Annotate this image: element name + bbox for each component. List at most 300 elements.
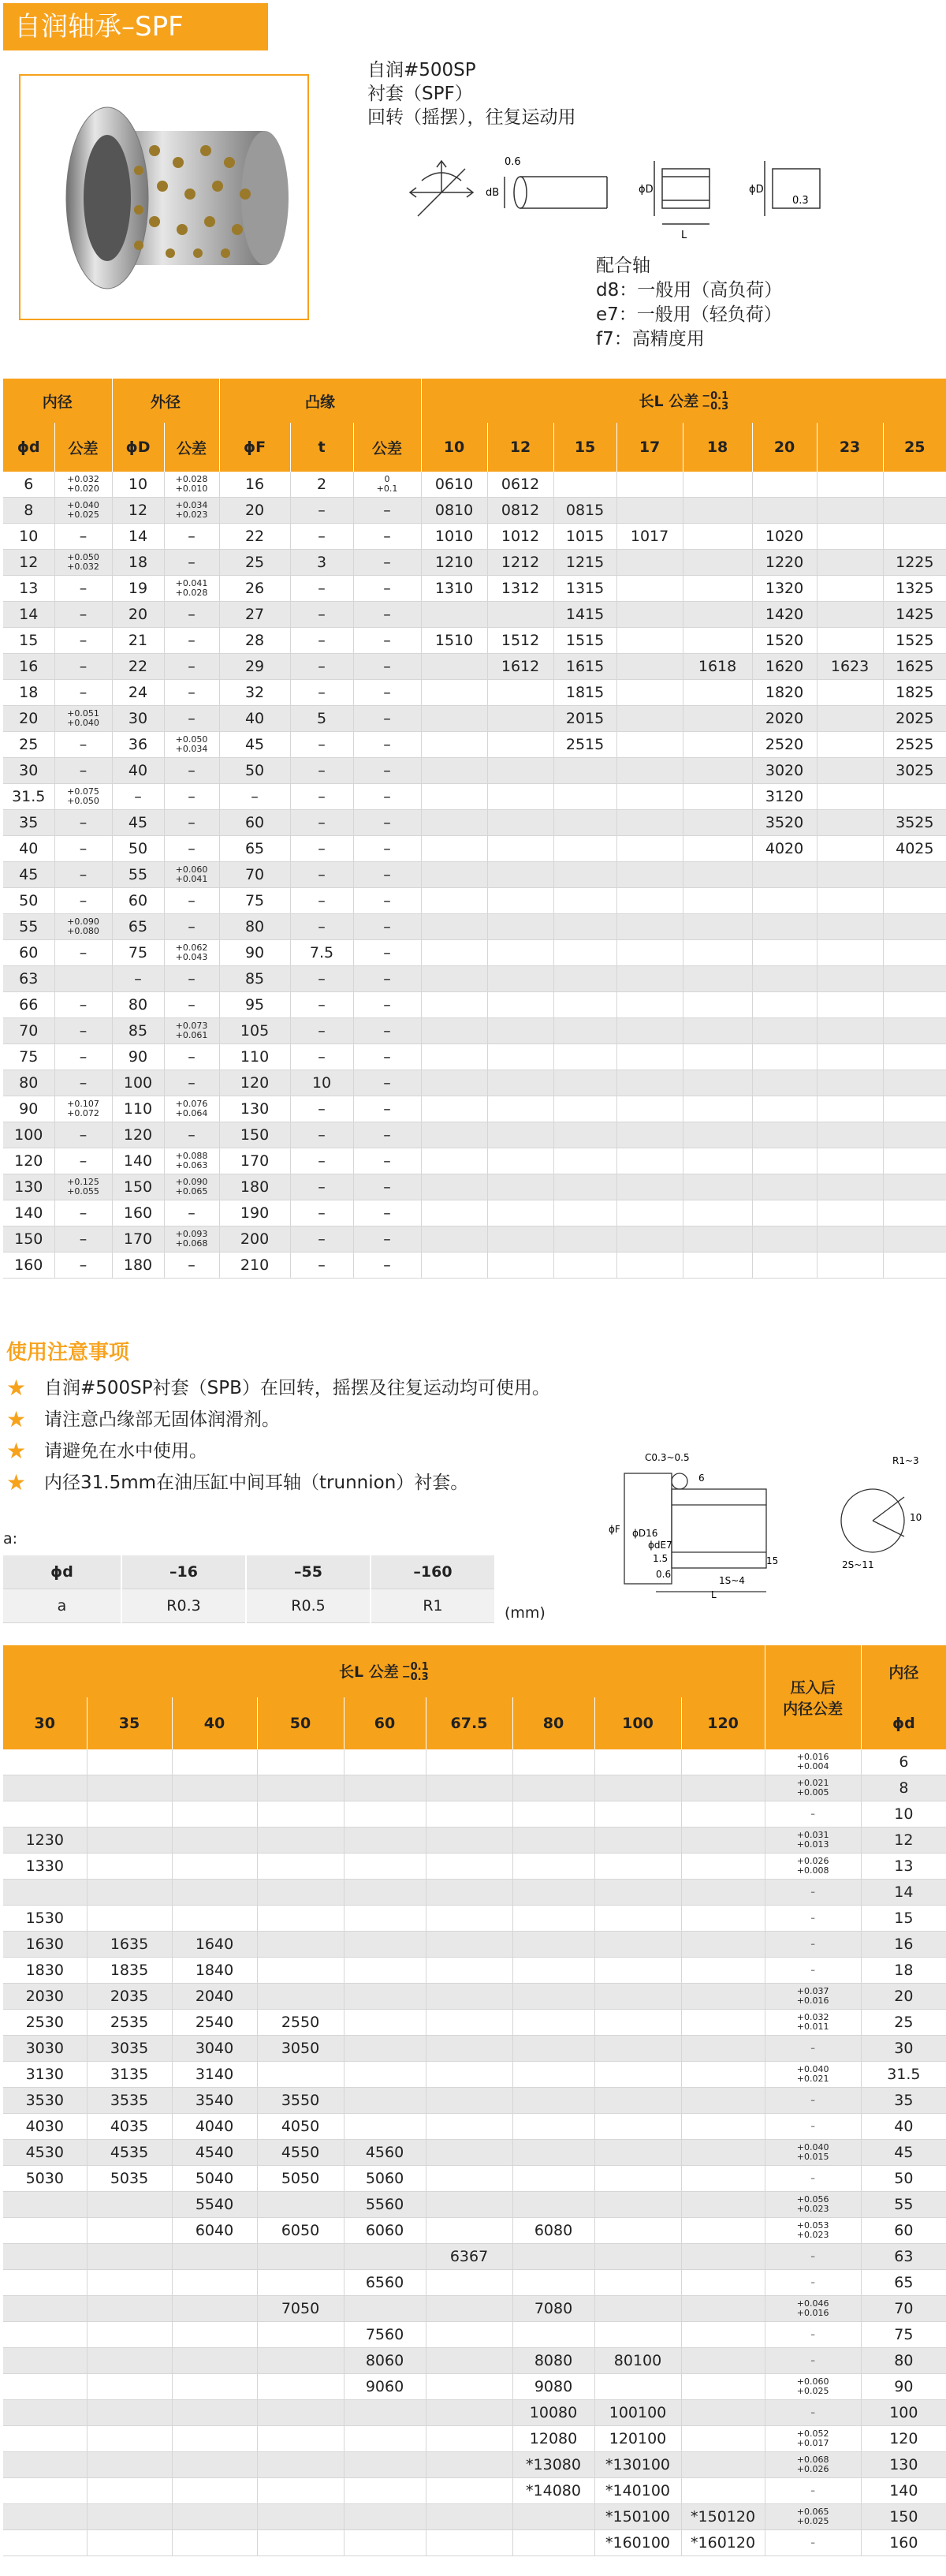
cell-value: 4560: [365, 2144, 404, 2161]
table2-cell: [257, 2348, 344, 2374]
cell-value: 4035: [110, 2118, 149, 2135]
cell-value: 3120: [765, 788, 804, 805]
table2-cell: [172, 2166, 257, 2192]
press-fit-tolerance: +0.040 +0.021: [796, 2064, 829, 2084]
table2-row: [3, 1984, 946, 2010]
cell-value: 1312: [501, 580, 540, 597]
table1-cell: [112, 576, 164, 602]
table2-cell: [3, 2010, 87, 2036]
table1-cell: [616, 1018, 683, 1044]
table1-cell: [883, 758, 946, 784]
cell-value: 4535: [110, 2144, 149, 2161]
table2-cell: [426, 2166, 512, 2192]
dim-phi-d-2: ϕD: [749, 184, 764, 196]
table1-cell: [3, 914, 54, 940]
table1-cell: [353, 862, 421, 888]
table2-row: [3, 2166, 946, 2192]
cell-value: 100: [14, 1126, 43, 1144]
table1-cell: [683, 888, 752, 914]
table1-cell: [353, 992, 421, 1018]
cell-value: 120: [123, 1126, 153, 1144]
cell-value: 14: [19, 606, 39, 623]
table2-cell: [512, 2244, 594, 2270]
cell-value: 50: [244, 762, 265, 779]
cell-value: 1520: [765, 632, 804, 649]
table1-cell: [290, 862, 353, 888]
table1-cell: [883, 940, 946, 966]
table2-cell: [426, 2296, 512, 2322]
table1-row: [3, 654, 946, 680]
table1-cell: [817, 680, 883, 706]
cell-value: 1325: [896, 580, 934, 597]
table1-cell: [616, 1148, 683, 1174]
cell-value: 190: [240, 1204, 270, 1222]
table2-cell: [765, 2530, 861, 2556]
table2-cell: [594, 1749, 681, 1775]
dim-1s-4: 1S~4: [719, 1575, 745, 1586]
table1-cell: [353, 1226, 421, 1253]
table1-cell: [752, 992, 817, 1018]
table1-cell: [353, 498, 421, 524]
table2-cell: [257, 2400, 344, 2426]
table2-cell: [594, 2114, 681, 2140]
tolerance-value: +0.073 +0.061: [175, 1021, 208, 1040]
table2-cell: [861, 2270, 946, 2296]
table2-cell: [87, 2530, 172, 2556]
table1-cell: [164, 1044, 219, 1070]
table1-cell: [164, 888, 219, 914]
table1-cell: [3, 992, 54, 1018]
table2-cell: [765, 1775, 861, 1801]
table1-cell: [752, 966, 817, 992]
press-fit-tolerance: –: [810, 2537, 815, 2548]
cell-value: –: [79, 528, 88, 545]
cell-value: –: [383, 736, 391, 753]
table1-cell: [219, 966, 290, 992]
cell-value: 3520: [765, 814, 804, 831]
table2-cell: [765, 2426, 861, 2452]
table2-cell: [344, 2400, 426, 2426]
table1-cell: [487, 602, 553, 628]
a-table-header: –16: [121, 1555, 246, 1589]
cell-value: 10: [894, 1805, 914, 1823]
table1-cell: [883, 602, 946, 628]
cell-value: 55: [128, 866, 148, 883]
a-table-cell: R1: [371, 1589, 495, 1623]
table2-cell: [861, 2010, 946, 2036]
cell-value: 31.5: [12, 788, 46, 805]
table2-cell: [861, 1827, 946, 1854]
cell-value: –: [79, 1256, 88, 1274]
table2-cell: [512, 2088, 594, 2114]
table1-cell: [616, 550, 683, 576]
table2-cell: [681, 2062, 765, 2088]
cell-value: 21: [128, 632, 148, 649]
table2-cell: [765, 1958, 861, 1984]
table1-cell: [616, 524, 683, 550]
cell-value: –: [383, 892, 391, 909]
dim-15: 15: [766, 1555, 779, 1566]
table2-cell: [87, 2426, 172, 2452]
table2-cell: [3, 2244, 87, 2270]
table2-cell: [3, 2322, 87, 2348]
table1-cell: [752, 1070, 817, 1096]
header-length-2-label: 长L 公差: [338, 1663, 399, 1681]
table2-cell: [861, 2166, 946, 2192]
table2-cell: [861, 1984, 946, 2010]
a-table-header: ϕd: [3, 1555, 121, 1589]
press-fit-tolerance: +0.052 +0.017: [796, 2429, 829, 2448]
table1-cell: [219, 992, 290, 1018]
cell-value: –: [318, 814, 326, 831]
table1-cell: [616, 940, 683, 966]
table1-cell: [219, 498, 290, 524]
table1-cell: [112, 628, 164, 654]
cell-value: –: [79, 1152, 88, 1170]
table1-cell: [54, 1122, 112, 1148]
table2-cell: [512, 2478, 594, 2504]
table1-cell: [3, 1200, 54, 1226]
table1-col-header: 20: [752, 423, 817, 472]
table1-cell: [3, 1070, 54, 1096]
table1-cell: [883, 1174, 946, 1200]
table1-cell: [290, 628, 353, 654]
press-fit-tolerance: +0.053 +0.023: [796, 2220, 829, 2240]
table2-cell: [257, 1984, 344, 2010]
cell-value: 85: [244, 970, 265, 987]
table2-cell: [87, 2244, 172, 2270]
table2-row: [3, 1958, 946, 1984]
a-table-cell: R0.3: [121, 1589, 246, 1623]
a-table-header: –160: [371, 1555, 495, 1589]
table1-cell: [487, 758, 553, 784]
table2-row: [3, 2530, 946, 2556]
table1-cell: [421, 1226, 487, 1253]
table1-cell: [219, 680, 290, 706]
table1-cell: [817, 966, 883, 992]
table1-cell: [290, 1018, 353, 1044]
cell-value: 32: [244, 684, 265, 701]
table2-cell: [681, 2192, 765, 2218]
cell-value: 80100: [613, 2352, 662, 2369]
cell-value: 4530: [25, 2144, 64, 2161]
table2-row: [3, 1801, 946, 1827]
table1-cell: [421, 498, 487, 524]
cell-value: 10: [311, 1074, 332, 1092]
cell-value: –: [383, 710, 391, 727]
cell-value: 150: [240, 1126, 270, 1144]
cell-value: 50: [894, 2170, 914, 2187]
table1-cell: [616, 1253, 683, 1279]
table1-cell: [752, 524, 817, 550]
table2-cell: [594, 2166, 681, 2192]
table1-cell: [752, 1253, 817, 1279]
table1-cell: [164, 1174, 219, 1200]
table1-row: [3, 966, 946, 992]
table1-cell: [683, 472, 752, 498]
cell-value: –: [318, 1152, 326, 1170]
table1-col-header: 10: [421, 423, 487, 472]
table1-cell: [353, 1122, 421, 1148]
cell-value: 1225: [896, 554, 934, 571]
cell-value: –: [383, 1152, 391, 1170]
cell-value: 60: [128, 892, 148, 909]
table2-cell: [257, 2322, 344, 2348]
table2-cell: [594, 1775, 681, 1801]
cell-value: 1230: [25, 1831, 64, 1849]
table2-cell: [257, 2270, 344, 2296]
table2-cell: [681, 2088, 765, 2114]
table1-cell: [3, 810, 54, 836]
table1-cell: [164, 1200, 219, 1226]
cell-value: 1612: [501, 658, 540, 675]
table2-cell: [765, 2322, 861, 2348]
table2-row: [3, 2348, 946, 2374]
table2-cell: [87, 2322, 172, 2348]
table1-cell: [553, 1226, 616, 1253]
cell-value: 65: [894, 2274, 914, 2291]
cell-value: –: [383, 814, 391, 831]
cell-value: 0810: [434, 502, 474, 519]
table2-cell: [257, 2192, 344, 2218]
table1-cell: [112, 1070, 164, 1096]
table1-cell: [290, 888, 353, 914]
table2-cell: [594, 2530, 681, 2556]
table2-cell: [426, 2270, 512, 2296]
table2-cell: [257, 2426, 344, 2452]
table1-cell: [683, 758, 752, 784]
table2-cell: [87, 1984, 172, 2010]
cell-value: –: [383, 970, 391, 987]
table1-cell: [553, 550, 616, 576]
table2-cell: [172, 1827, 257, 1854]
cell-value: 63: [894, 2248, 914, 2265]
cell-value: *140100: [605, 2482, 671, 2499]
table2-cell: [861, 2530, 946, 2556]
table1-cell: [752, 498, 817, 524]
table1-cell: [353, 1200, 421, 1226]
cell-value: 29: [244, 658, 265, 675]
table2-cell: [861, 1749, 946, 1775]
dim-6: 6: [698, 1473, 705, 1484]
table1-cell: [112, 706, 164, 732]
table2-cell: [257, 2010, 344, 2036]
table1-cell: [752, 810, 817, 836]
table1-cell: [616, 628, 683, 654]
header-length: [421, 379, 946, 423]
table1-cell: [487, 784, 553, 810]
table1-cell: [219, 1174, 290, 1200]
table1-cell: [683, 628, 752, 654]
cell-value: 4030: [25, 2118, 64, 2135]
table1-cell: [3, 888, 54, 914]
table1-cell: [112, 966, 164, 992]
table1-cell: [553, 1044, 616, 1070]
cell-value: 1215: [565, 554, 605, 571]
table1-cell: [616, 706, 683, 732]
table2-cell: [765, 2504, 861, 2530]
cell-value: 130: [240, 1100, 270, 1118]
table1-cell: [54, 628, 112, 654]
table2-cell: [594, 2348, 681, 2374]
table1-col-header: 23: [817, 423, 883, 472]
table2-cell: [765, 2088, 861, 2114]
table2-cell: [344, 2374, 426, 2400]
table2-cell: [681, 2322, 765, 2348]
cell-value: 0815: [565, 502, 605, 519]
table1-cell: [817, 1018, 883, 1044]
table2-cell: [172, 1854, 257, 1880]
table1-cell: [487, 498, 553, 524]
table2-cell: [512, 1906, 594, 1932]
table2-cell: [512, 2270, 594, 2296]
table1-cell: [219, 940, 290, 966]
cell-value: 40: [244, 710, 265, 727]
table2-cell: [87, 2166, 172, 2192]
cell-value: 18: [19, 684, 39, 701]
table1-cell: [817, 1044, 883, 1070]
cell-value: –: [318, 606, 326, 623]
press-fit-tolerance: –: [810, 2407, 815, 2417]
press-fit-tolerance: –: [810, 2251, 815, 2261]
cell-value: 3035: [110, 2040, 149, 2057]
table1-row: [3, 810, 946, 836]
table1-cell: [112, 992, 164, 1018]
table1-cell: [353, 888, 421, 914]
table2-cell: [861, 2296, 946, 2322]
table1-cell: [112, 1122, 164, 1148]
table1-cell: [616, 784, 683, 810]
cell-value: 20: [244, 502, 265, 519]
table1-cell: [817, 498, 883, 524]
table2-cell: [3, 2296, 87, 2322]
table2-cell: [87, 2452, 172, 2478]
table1-cell: [290, 1226, 353, 1253]
table2-row: [3, 1932, 946, 1958]
table2-cell: [3, 2478, 87, 2504]
cell-value: –: [79, 1048, 88, 1066]
table1-cell: [616, 1200, 683, 1226]
table1-cell: [883, 550, 946, 576]
table1-cell: [353, 1018, 421, 1044]
table1-cell: [112, 1148, 164, 1174]
table1-cell: [616, 1122, 683, 1148]
table2-col-header: 120: [681, 1697, 765, 1749]
table1-cell: [817, 654, 883, 680]
table1-cell: [817, 992, 883, 1018]
table1-cell: [353, 1096, 421, 1122]
cell-value: –: [383, 1100, 391, 1118]
cell-value: –: [79, 684, 88, 701]
table2-cell: [512, 2530, 594, 2556]
note-item: [6, 1435, 550, 1467]
cell-value: 3020: [765, 762, 804, 779]
note-text: 自润#500SP衬套（SPB）在回转，摇摆及往复运动均可使用。: [44, 1378, 550, 1398]
cell-value: 1530: [25, 1910, 64, 1927]
table2-row: [3, 2244, 946, 2270]
table1-cell: [553, 1253, 616, 1279]
table1-cell: [883, 1253, 946, 1279]
table1-cell: [683, 576, 752, 602]
table2-cell: [344, 2270, 426, 2296]
table2-cell: [594, 1984, 681, 2010]
table2-cell: [594, 2010, 681, 2036]
table2-cell: [594, 2270, 681, 2296]
cell-value: 5060: [365, 2170, 404, 2187]
table1-cell: [112, 524, 164, 550]
cell-value: 1315: [565, 580, 605, 597]
table1-cell: [817, 1096, 883, 1122]
cell-value: 1640: [195, 1936, 234, 1953]
cell-value: 1510: [434, 632, 474, 649]
table1-cell: [883, 524, 946, 550]
table1-cell: [421, 602, 487, 628]
table2-cell: [681, 2218, 765, 2244]
cell-value: –: [318, 1100, 326, 1118]
table1-cell: [752, 1148, 817, 1174]
cell-value: 6: [899, 1753, 909, 1771]
table2-cell: [172, 2036, 257, 2062]
table1-cell: [553, 836, 616, 862]
cell-value: 1620: [765, 658, 804, 675]
table1-cell: [487, 1070, 553, 1096]
press-fit-tolerance: +0.065 +0.025: [796, 2507, 829, 2526]
table2-cell: [87, 1827, 172, 1854]
table1-cell: [290, 758, 353, 784]
table1-cell: [353, 914, 421, 940]
cell-value: –: [79, 658, 88, 675]
table1-cell: [353, 550, 421, 576]
cell-value: –: [188, 892, 196, 909]
cell-value: 5035: [110, 2170, 149, 2187]
cell-value: 3: [316, 554, 327, 571]
mating-f7: f7：高精度用: [596, 329, 705, 349]
cell-value: 2525: [896, 736, 934, 753]
cell-value: 45: [894, 2144, 914, 2161]
table2-cell: [3, 1880, 87, 1906]
cell-value: 3135: [110, 2066, 149, 2083]
table2-cell: [87, 2140, 172, 2166]
table1-col-header: ϕd: [3, 423, 54, 472]
table1-cell: [487, 654, 553, 680]
table2-cell: [344, 1880, 426, 1906]
table1-row: [3, 862, 946, 888]
table2-cell: [765, 2270, 861, 2296]
table2-cell: [344, 2322, 426, 2348]
table1-cell: [883, 862, 946, 888]
cell-value: *130100: [605, 2456, 671, 2473]
table1-cell: [353, 758, 421, 784]
table2-cell: [681, 2244, 765, 2270]
table1-cell: [883, 654, 946, 680]
table1-cell: [817, 836, 883, 862]
table1-cell: [616, 1226, 683, 1253]
table1-cell: [290, 810, 353, 836]
table2-cell: [861, 2348, 946, 2374]
table2-cell: [172, 2218, 257, 2244]
table1-cell: [3, 966, 54, 992]
info-line-1: 自润#500SP: [367, 60, 476, 80]
cell-value: 8080: [534, 2352, 573, 2369]
table1-row: [3, 992, 946, 1018]
cell-value: –: [79, 866, 88, 883]
table2-cell: [344, 2504, 426, 2530]
table1-cell: [421, 1253, 487, 1279]
table1-cell: [421, 784, 487, 810]
table1-cell: [752, 1122, 817, 1148]
cell-value: 1625: [896, 658, 934, 675]
table1-cell: [752, 940, 817, 966]
